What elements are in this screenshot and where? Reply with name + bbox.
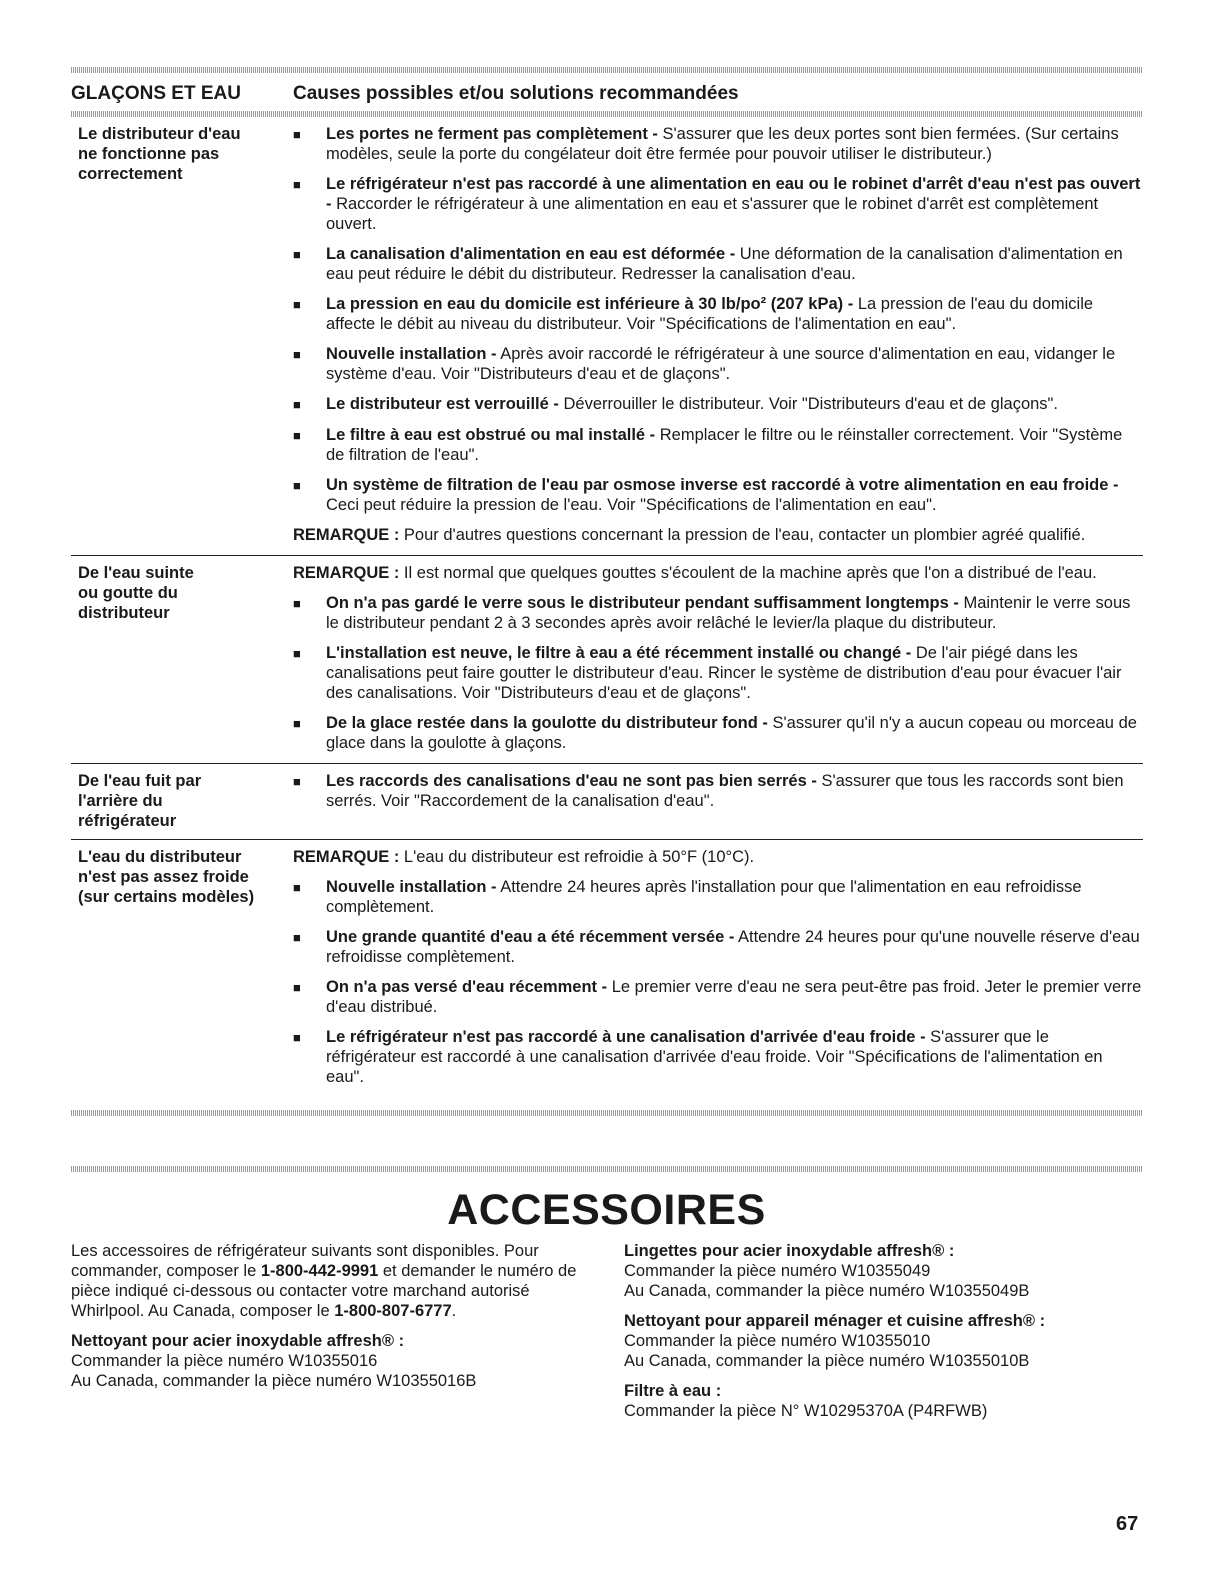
bullet-icon: ■ bbox=[293, 1030, 301, 1045]
solution-remedy: Attendre 24 heures après l'installation pour que l'alimentation en eau refroidisse complètement. bbox=[326, 878, 1082, 916]
header-solutions: Causes possibles et/ou solutions recommandées bbox=[293, 83, 739, 104]
troubleshooting-table bbox=[71, 67, 1143, 1097]
solution-item bbox=[293, 877, 1143, 917]
table-body bbox=[71, 117, 1143, 1097]
solution-cause: Les raccords des canalisations d'eau ne sont pas bien serrés - bbox=[326, 772, 817, 790]
bullet-icon: ■ bbox=[293, 297, 301, 312]
header-problem: GLAÇONS ET EAU bbox=[71, 83, 241, 104]
solution-cause: De la glace restée dans la goulotte du distributeur fond - bbox=[326, 714, 768, 732]
solution-item bbox=[293, 425, 1143, 465]
bullet-icon: ■ bbox=[293, 774, 301, 789]
solution-cause: Le distributeur est verrouillé - bbox=[326, 395, 559, 413]
solution-item bbox=[293, 977, 1143, 1017]
solution-cause: Les portes ne ferment pas complètement - bbox=[326, 125, 658, 143]
remark-note bbox=[293, 525, 1143, 545]
solution-item bbox=[293, 771, 1143, 811]
solution-remedy: Raccorder le réfrigérateur à une alimentation en eau et s'assurer que le robinet d'arrêt est complètement ouvert. bbox=[326, 195, 1099, 233]
solution-cause: On n'a pas versé d'eau récemment - bbox=[326, 978, 608, 996]
solution-item bbox=[293, 643, 1143, 703]
bullet-icon: ■ bbox=[293, 247, 301, 262]
accessory-heading: Lingettes pour acier inoxydable affresh® : bbox=[624, 1242, 955, 1260]
solution-text bbox=[326, 927, 1143, 967]
solution-cause: Le réfrigérateur n'est pas raccordé à une alimentation en eau ou le robinet d'arrêt d'eau n'est pas ouvert - bbox=[326, 175, 1141, 213]
problem-line: De l'eau suinte bbox=[78, 564, 194, 582]
solution-cause: On n'a pas gardé le verre sous le distributeur pendant suffisamment longtemps - bbox=[326, 594, 959, 612]
solution-item bbox=[293, 475, 1143, 515]
remark-label: REMARQUE : bbox=[293, 564, 400, 582]
solution-remedy: S'assurer qu'il n'y a aucun copeau ou morceau de glace dans la goulotte à glaçons. bbox=[326, 714, 1137, 752]
solution-cause: Nouvelle installation - bbox=[326, 878, 497, 896]
solution-remedy: Ceci peut réduire la pression de l'eau. Voir "Spécifications de l'alimentation en eau". bbox=[326, 496, 937, 514]
solution-remedy: Maintenir le verre sous le distributeur pendant 2 à 3 secondes après avoir relâché le levier/la plaque du distributeur. bbox=[326, 594, 1131, 632]
solution-text bbox=[326, 771, 1143, 811]
solution-text bbox=[326, 394, 1143, 415]
accessory-heading: Filtre à eau : bbox=[624, 1382, 722, 1400]
remark-text: L'eau du distributeur est refroidie à 50°F (10°C). bbox=[399, 848, 755, 866]
solution-item bbox=[293, 927, 1143, 967]
solution-item bbox=[293, 294, 1143, 334]
solution-remedy: La pression de l'eau du domicile affecte le débit au niveau du distributeur. Voir "Spécifications de l'alimentation en eau". bbox=[326, 295, 1094, 333]
solutions-cell bbox=[293, 124, 1143, 547]
phone-us: 1-800-442-9991 bbox=[260, 1262, 379, 1280]
problem-line: De l'eau fuit par bbox=[78, 772, 202, 790]
problem-line: n'est pas assez froide bbox=[78, 868, 249, 886]
solution-item bbox=[293, 713, 1143, 753]
solution-text bbox=[326, 977, 1143, 1017]
table-row bbox=[71, 117, 1143, 555]
bullet-icon: ■ bbox=[293, 428, 301, 443]
solution-text bbox=[326, 593, 1143, 633]
problem-line: ne fonctionne pas bbox=[78, 145, 220, 163]
bullet-icon: ■ bbox=[293, 596, 301, 611]
problem-cell bbox=[71, 124, 293, 547]
bullet-icon: ■ bbox=[293, 880, 301, 895]
solution-remedy: Remplacer le filtre ou le réinstaller correctement. Voir "Système de filtration de l'eau". bbox=[326, 426, 1123, 464]
solution-text bbox=[326, 475, 1143, 515]
bullet-icon: ■ bbox=[293, 980, 301, 995]
solution-remedy: S'assurer que les deux portes sont bien fermées. (Sur certains modèles, seule la porte du congélateur doit être fermée pour pouvoir utiliser le distributeur.) bbox=[326, 125, 1119, 163]
solution-text bbox=[326, 1027, 1143, 1087]
accessories-left-column bbox=[71, 1241, 596, 1391]
solution-remedy: Après avoir raccordé le réfrigérateur à une source d'alimentation en eau, vidanger le système d'eau. Voir "Distributeurs d'eau et de glaçons". bbox=[326, 345, 1116, 383]
bullet-icon: ■ bbox=[293, 397, 301, 412]
table-row bbox=[71, 556, 1143, 763]
solution-cause: La pression en eau du domicile est inférieure à 30 lb/po² (207 kPa) - bbox=[326, 295, 854, 313]
accessory-part-line: Au Canada, commander la pièce numéro W10355016B bbox=[71, 1372, 477, 1390]
accessories-intro: Les accessoires de réfrigérateur suivants sont disponibles. Pour commander, composer le 1-800-442-9991 et demander le numéro de pièce indiqué ci-dessous ou contacter votre marchand autorisé Whirlpool. Au Canada, composer le 1-800-807-6777. bbox=[71, 1242, 577, 1320]
bullet-icon: ■ bbox=[293, 177, 301, 192]
solution-cause: Le filtre à eau est obstrué ou mal installé - bbox=[326, 426, 656, 444]
remark-note bbox=[293, 847, 1143, 867]
accessory-part-line: Commander la pièce numéro W10355010 bbox=[624, 1332, 931, 1350]
accessory-part-line: Commander la pièce N° W10295370A (P4RFWB) bbox=[624, 1402, 988, 1420]
problem-line: Le distributeur d'eau bbox=[78, 125, 241, 143]
solution-cause: Une grande quantité d'eau a été récemment versée - bbox=[326, 928, 735, 946]
solution-cause: La canalisation d'alimentation en eau est déformée - bbox=[326, 245, 736, 263]
remark-label: REMARQUE : bbox=[293, 848, 400, 866]
solution-item bbox=[293, 244, 1143, 284]
problem-line: l'arrière du bbox=[78, 792, 163, 810]
remark-note bbox=[293, 563, 1143, 583]
solution-remedy: Le premier verre d'eau ne sera peut-être pas froid. Jeter le premier verre d'eau distribué. bbox=[326, 978, 1142, 1016]
solution-remedy: De l'air piégé dans les canalisations peut faire goutter le distributeur d'eau. Rincer le système de distribution d'eau pour évacuer l'air des canalisations. Voir "Distributeurs d'eau et de glaçons". bbox=[326, 644, 1122, 702]
accessory-part-line: Au Canada, commander la pièce numéro W10355010B bbox=[624, 1352, 1030, 1370]
bullet-icon: ■ bbox=[293, 127, 301, 142]
accessory-heading: Nettoyant pour appareil ménager et cuisine affresh® : bbox=[624, 1312, 1046, 1330]
problem-line: réfrigérateur bbox=[78, 812, 177, 830]
solution-remedy: Une déformation de la canalisation d'alimentation en eau peut réduire le débit du distributeur. Redresser la canalisation d'eau. bbox=[326, 245, 1123, 283]
bullet-icon: ■ bbox=[293, 646, 301, 661]
table-header bbox=[71, 73, 1143, 111]
solutions-cell bbox=[293, 771, 1143, 831]
solution-remedy: S'assurer que tous les raccords sont bien serrés. Voir "Raccordement de la canalisation d'eau". bbox=[326, 772, 1124, 810]
solution-text bbox=[326, 344, 1143, 384]
problem-line: correctement bbox=[78, 165, 183, 183]
bullet-icon: ■ bbox=[293, 930, 301, 945]
accessory-heading: Nettoyant pour acier inoxydable affresh® : bbox=[71, 1332, 405, 1350]
accessories-title: ACCESSOIRES bbox=[447, 1186, 766, 1234]
solution-item bbox=[293, 344, 1143, 384]
remark-label: REMARQUE : bbox=[293, 526, 400, 544]
accessories-rule bbox=[71, 1166, 1143, 1172]
solution-text bbox=[326, 425, 1143, 465]
solution-cause: Un système de filtration de l'eau par osmose inverse est raccordé à votre alimentation en eau froide - bbox=[326, 476, 1119, 494]
problem-line: distributeur bbox=[78, 604, 170, 622]
solution-item bbox=[293, 174, 1143, 234]
solution-text bbox=[326, 174, 1143, 234]
accessory-part-line: Commander la pièce numéro W10355049 bbox=[624, 1262, 931, 1280]
solution-text bbox=[326, 877, 1143, 917]
header-rule bbox=[71, 111, 1143, 117]
bullet-icon: ■ bbox=[293, 478, 301, 493]
table-row bbox=[71, 840, 1143, 1097]
solution-text bbox=[326, 643, 1143, 703]
table-top-rule bbox=[71, 67, 1143, 73]
solutions-cell bbox=[293, 847, 1143, 1089]
problem-cell bbox=[71, 771, 293, 831]
solution-cause: Nouvelle installation - bbox=[326, 345, 497, 363]
bullet-icon: ■ bbox=[293, 716, 301, 731]
remark-text: Pour d'autres questions concernant la pression de l'eau, contacter un plombier agréé qualifié. bbox=[399, 526, 1086, 544]
solution-remedy: S'assurer que le réfrigérateur est raccordé à une canalisation d'arrivée d'eau froide. Voir "Spécifications de l'alimentation en eau". bbox=[326, 1028, 1103, 1086]
problem-line: ou goutte du bbox=[78, 584, 178, 602]
solution-item bbox=[293, 1027, 1143, 1087]
solution-text bbox=[326, 713, 1143, 753]
solution-cause: L'installation est neuve, le filtre à eau a été récemment installé ou changé - bbox=[326, 644, 912, 662]
solution-item bbox=[293, 124, 1143, 164]
solution-item bbox=[293, 394, 1143, 415]
bullet-icon: ■ bbox=[293, 347, 301, 362]
problem-line: (sur certains modèles) bbox=[78, 888, 255, 906]
accessory-part-line: Commander la pièce numéro W10355016 bbox=[71, 1352, 378, 1370]
phone-canada: 1-800-807-6777 bbox=[334, 1302, 452, 1320]
solution-remedy: Déverrouiller le distributeur. Voir "Distributeurs d'eau et de glaçons". bbox=[558, 395, 1058, 413]
table-row bbox=[71, 764, 1143, 839]
accessories-left-items bbox=[71, 1331, 596, 1391]
solution-text bbox=[326, 294, 1143, 334]
page-number: 67 bbox=[1116, 1513, 1139, 1535]
solution-text bbox=[326, 124, 1143, 164]
accessories-right-column bbox=[624, 1241, 1144, 1421]
problem-cell bbox=[71, 847, 293, 1089]
accessory-part-line: Au Canada, commander la pièce numéro W10355049B bbox=[624, 1282, 1030, 1300]
problem-line: L'eau du distributeur bbox=[78, 848, 242, 866]
solutions-cell bbox=[293, 563, 1143, 755]
solution-text bbox=[326, 244, 1143, 284]
remark-text: Il est normal que quelques gouttes s'écoulent de la machine après que l'on a distribué de l'eau. bbox=[399, 564, 1097, 582]
solution-remedy: Attendre 24 heures pour qu'une nouvelle réserve d'eau refroidisse complètement. bbox=[326, 928, 1140, 966]
table-bottom-rule bbox=[71, 1110, 1143, 1116]
solution-cause: Le réfrigérateur n'est pas raccordé à une canalisation d'arrivée d'eau froide - bbox=[326, 1028, 926, 1046]
problem-cell bbox=[71, 563, 293, 755]
solution-item bbox=[293, 593, 1143, 633]
